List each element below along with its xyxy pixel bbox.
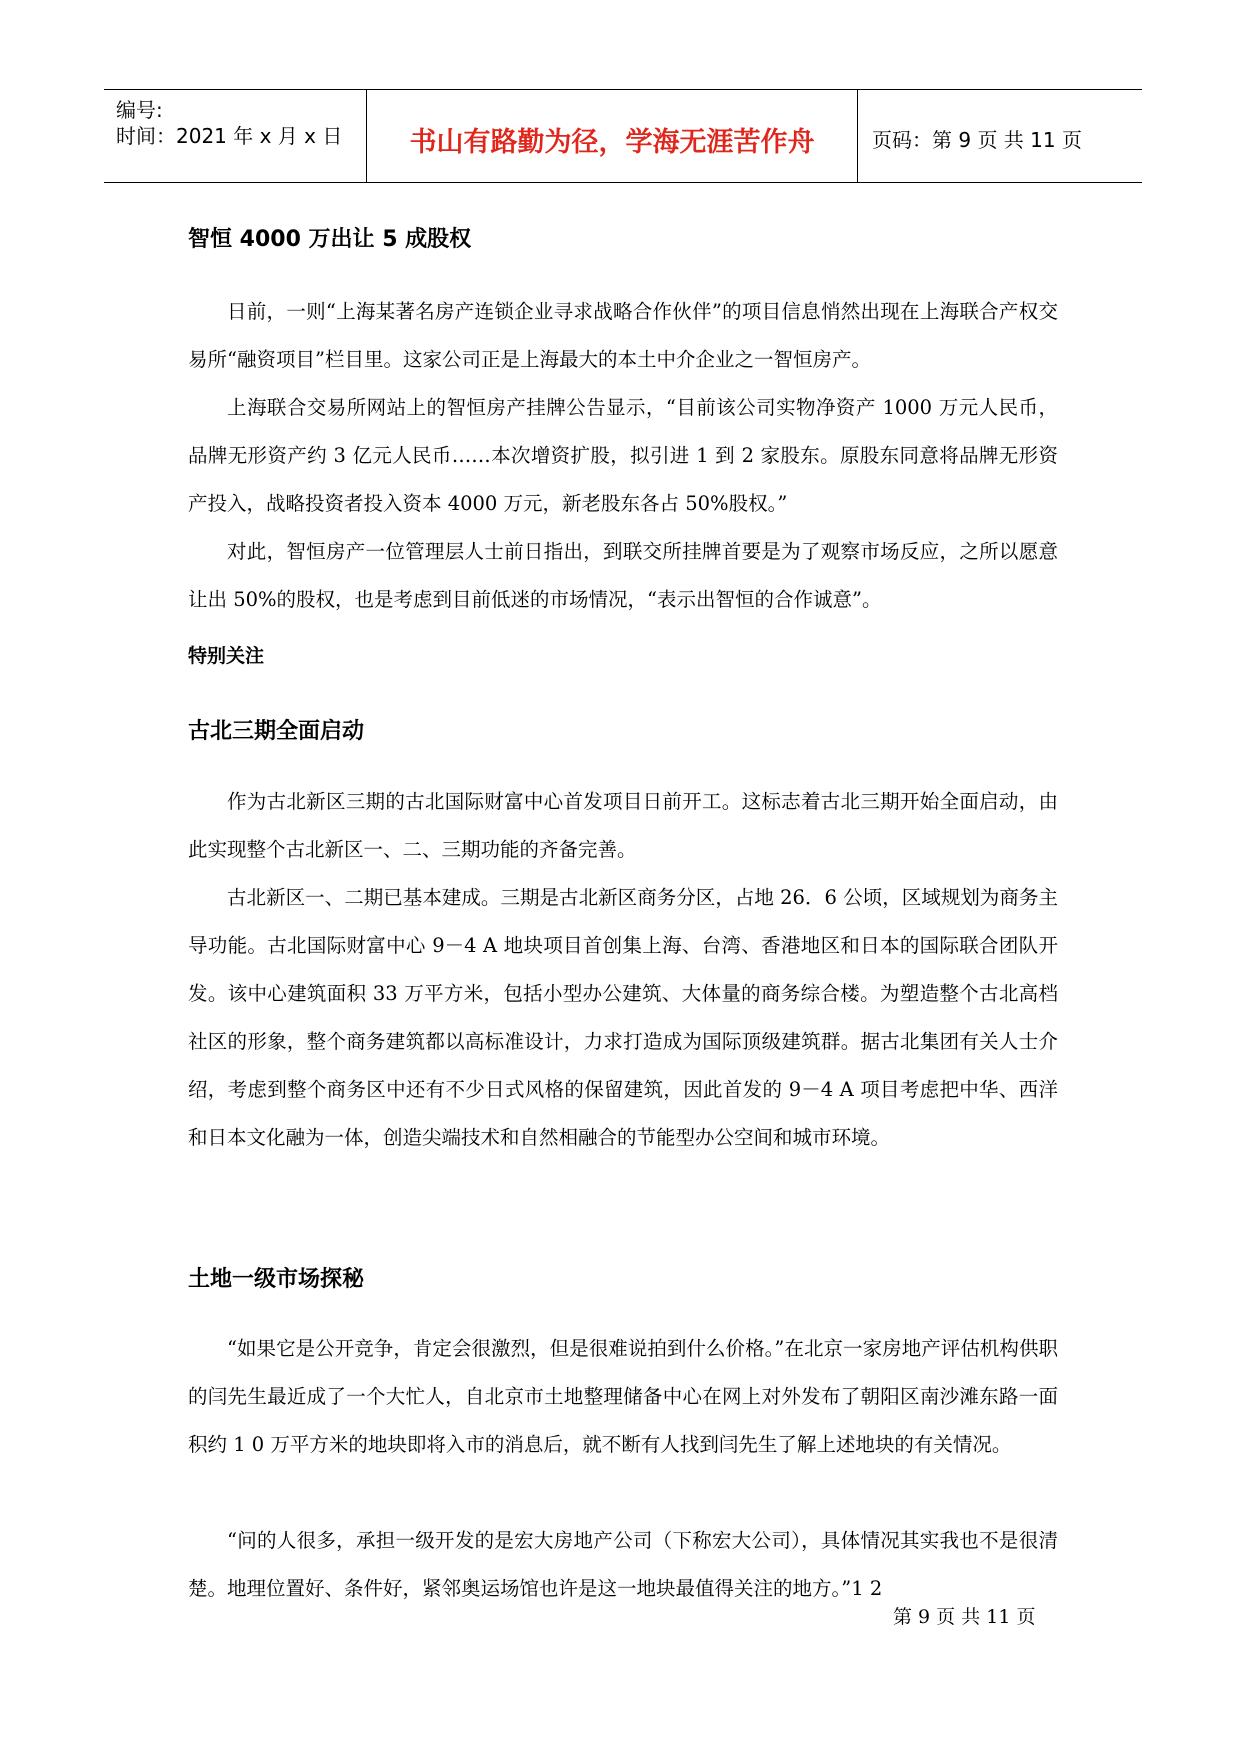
document-time-label: 时间：2021 年 x 月 x 日 bbox=[116, 124, 343, 148]
header-meta-cell bbox=[104, 90, 367, 182]
paragraph: “如果它是公开竞争，肯定会很激烈，但是很难说拍到什么价格。”在北京一家房地产评估机构供职的闫先生最近成了一个大忙人，自北京市土地整理储备中心在网上对外发布了朝阳区南沙滩东路一面积约 1 0 万平方米的地块即将入市的消息后，就不断有人找到闫先生了解上述地块的有关情况。 bbox=[188, 1337, 1058, 1456]
header-page-info: 页码：第 9 页 共 11 页 bbox=[872, 128, 1082, 152]
paragraph: 古北新区一、二期已基本建成。三期是古北新区商务分区，占地 26．6 公顷，区域规划为商务主导功能。古北国际财富中心 9－4 A 地块项目首创集上海、台湾、香港地区和日本的国际联合团队开发。该中心建筑面积 33 万平方米，包括小型办公建筑、大体量的商务综合楼。为塑造整个古北高档社区的形象，整个商务建筑都以高标准设计，力求打造成为国际顶级建筑群。据古北集团有关人士介绍，考虑到整个商务区中还有不少日式风格的保留建筑，因此首发的 9－4 A 项目考虑把中华、西洋和日本文化融为一体，创造尖端技术和自然相融合的节能型办公空间和城市环境。 bbox=[188, 886, 1058, 1149]
section-title-gubei: 古北三期全面启动 bbox=[188, 719, 365, 744]
paragraph: 上海联合交易所网站上的智恒房产挂牌公告显示，“目前该公司实物净资产 1000 万元人民币，品牌无形资产约 3 亿元人民币……本次增资扩股，拟引进 1 到 2 家股东。原股东同意将品牌无形资产投入，战略投资者投入资本 4000 万元，新老股东各占 50%股权。” bbox=[188, 396, 1058, 515]
section-title-land-market: 土地一级市场探秘 bbox=[188, 1267, 365, 1292]
paragraph: 对此，智恒房产一位管理层人士前日指出，到联交所挂牌首要是为了观察市场反应，之所以愿意让出 50%的股权，也是考虑到目前低迷的市场情况，“表示出智恒的合作诚意”。 bbox=[188, 540, 1058, 611]
paragraph: 日前，一则“上海某著名房产连锁企业寻求战略合作伙伴”的项目信息悄然出现在上海联合产权交易所“融资项目”栏目里。这家公司正是上海最大的本土中介企业之一智恒房产。 bbox=[188, 300, 1058, 371]
special-focus-label: 特别关注 bbox=[188, 645, 265, 667]
paragraph: “问的人很多，承担一级开发的是宏大房地产公司（下称宏大公司），具体情况其实我也不是很清楚。地理位置好、条件好，紧邻奥运场馆也许是这一地块最值得关注的地方。”1 2 bbox=[188, 1529, 1058, 1600]
paragraph: 作为古北新区三期的古北国际财富中心首发项目日前开工。这标志着古北三期开始全面启动，由此实现整个古北新区一、二、三期功能的齐备完善。 bbox=[188, 790, 1058, 861]
header-motto-cell bbox=[367, 90, 858, 182]
header-page-cell bbox=[858, 90, 1142, 182]
page-footer: 第 9 页 共 11 页 bbox=[893, 1606, 1036, 1628]
header-motto: 书山有路勤为径，学海无涯苦作舟 bbox=[409, 127, 815, 158]
page-header bbox=[104, 89, 1142, 183]
section-title-zhiheng: 智恒 4000 万出让 5 成股权 bbox=[188, 227, 472, 252]
document-number-label: 编号: bbox=[116, 98, 163, 122]
